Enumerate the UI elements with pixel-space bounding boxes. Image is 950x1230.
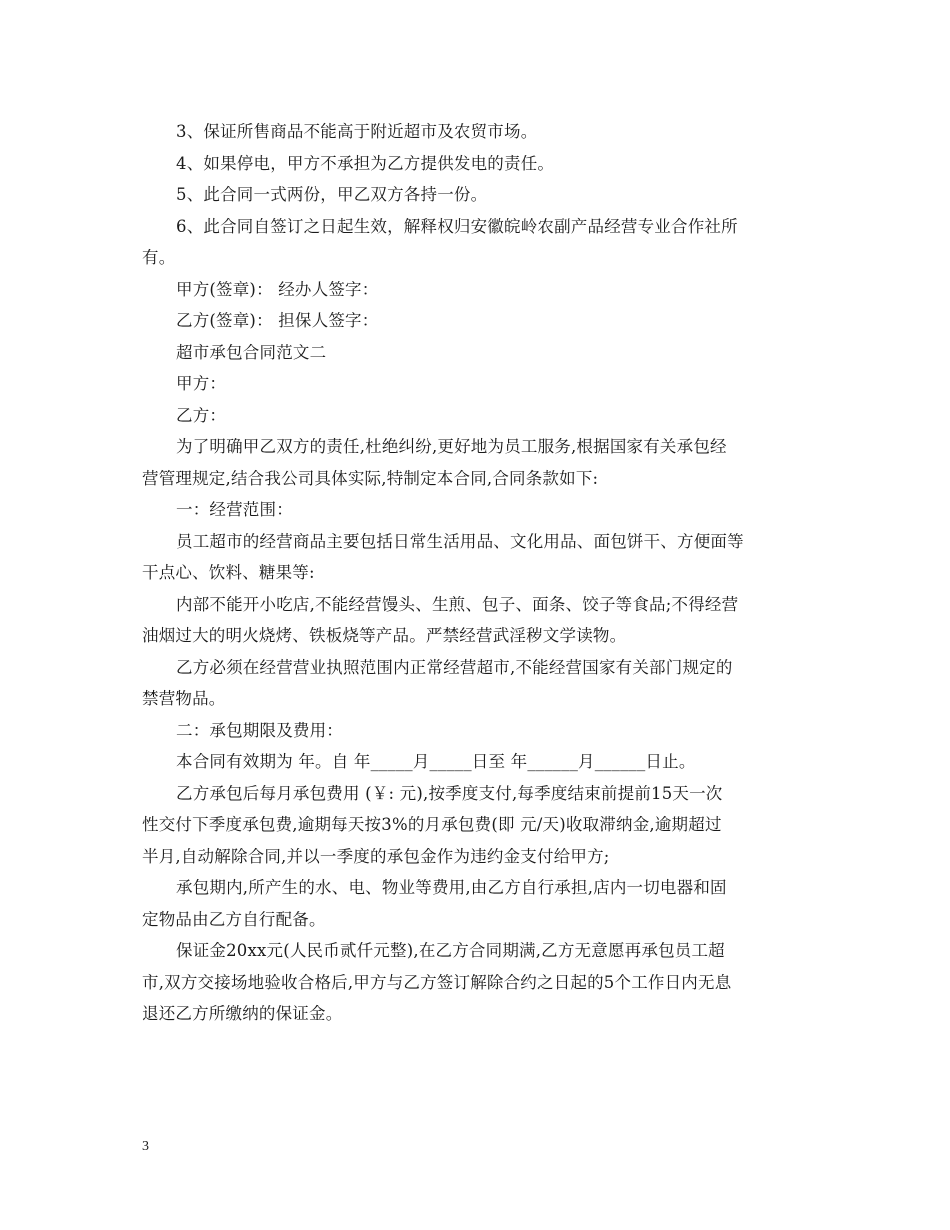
text-line: 4、如果停电，甲方不承担为乙方提供发电的责任。 [176, 153, 555, 173]
signature-line-party-b: 乙方(签章)： 担保人签字： [176, 311, 379, 330]
text-line: 内部不能开小吃店,不能经营馒头、生煎、包子、面条、饺子等食品;不得经营 [176, 594, 739, 614]
text-line: 为了明确甲乙双方的责任,杜绝纠纷,更好地为员工服务,根据国家有关承包经 [176, 437, 727, 456]
text-line: 本合同有效期为 年。自 年_____月_____日至 年______月______日止。 [176, 752, 696, 771]
clause-heading: 一：经营范围： [176, 500, 293, 519]
text-line: 乙方承包后每月承包费用 (￥: 元),按季度支付,每季度结束前提前15天一次 [176, 783, 723, 803]
text-line: 6、此合同自签订之日起生效，解释权归安徽皖岭农副产品经营专业合作社所 [176, 216, 738, 236]
document-body [142, 116, 812, 1030]
text-line: 半月,自动解除合同,并以一季度的承包金作为违约金支付给甲方; [142, 846, 610, 866]
text-line: 营管理规定,结合我公司具体实际,特制定本合同,合同条款如下: [142, 468, 599, 488]
clause-heading: 二：承包期限及费用： [176, 720, 343, 740]
text-line: 退还乙方所缴纳的保证金。 [142, 1004, 343, 1023]
text-line: 3、保证所售商品不能高于附近超市及农贸市场。 [176, 122, 538, 141]
party-b-label: 乙方： [176, 405, 227, 425]
section-title: 超市承包合同范文二 [176, 342, 327, 362]
signature-line-party-a: 甲方(签章)： 经办人签字： [176, 279, 379, 299]
text-line: 保证金20xx元(人民币贰仟元整),在乙方合同期满,乙方无意愿再承包员工超 [176, 941, 725, 960]
text-line: 定物品由乙方自行配备。 [142, 909, 326, 929]
text-line: 市,双方交接场地验收合格后,甲方与乙方签订解除合约之日起的5个工作日内无息 [142, 972, 732, 992]
page-number: 3 [142, 1139, 149, 1154]
text-line: 有。 [142, 248, 176, 267]
party-a-label: 甲方： [176, 374, 227, 393]
text-line: 性交付下季度承包费,逾期每天按3%的月承包费(即 元/天)收取滞纳金,逾期超过 [142, 815, 722, 834]
text-line: 乙方必须在经营营业执照范围内正常经营超市,不能经营国家有关部门规定的 [176, 657, 733, 677]
text-line: 5、此合同一式两份，甲乙双方各持一份。 [176, 185, 488, 204]
text-line: 油烟过大的明火烧烤、铁板烧等产品。严禁经营武淫秽文学读物。 [142, 626, 627, 645]
text-line: 承包期内,所产生的水、电、物业等费用,由乙方自行承担,店内一切电器和固 [176, 878, 727, 897]
text-line: 禁营物品。 [142, 689, 226, 708]
text-line: 员工超市的经营商品主要包括日常生活用品、文化用品、面包饼干、方便面等 [176, 531, 744, 551]
text-line: 干点心、饮料、糖果等: [142, 563, 315, 582]
